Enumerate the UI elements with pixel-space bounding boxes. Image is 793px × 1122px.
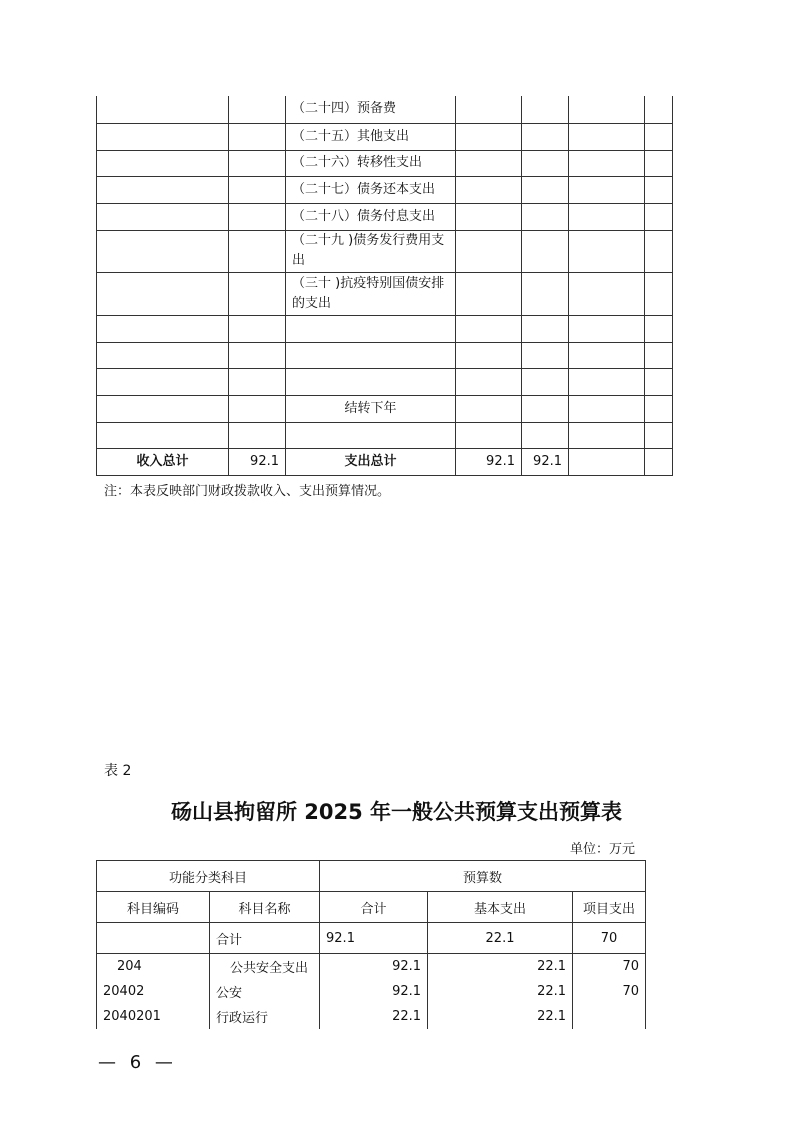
row-code: 2040201: [97, 1004, 210, 1029]
expense-item: [286, 422, 456, 448]
expense-item: [286, 315, 456, 342]
sum-basic: 22.1: [428, 923, 573, 954]
budget-header: 预算数: [320, 861, 646, 892]
row-total: 92.1: [320, 954, 428, 980]
sum-row: [97, 923, 646, 954]
sum-total: 92.1: [320, 923, 428, 954]
expense-total-label: 支出总计: [286, 448, 456, 475]
expense-item: （二十六）转移性支出: [286, 150, 456, 176]
table-row: [97, 979, 646, 1004]
row-basic: 22.1: [428, 954, 573, 980]
table-row: [97, 176, 673, 203]
page-number: — 6 —: [98, 1052, 177, 1073]
expense-item: （二十九 )债务发行费用支出: [286, 230, 456, 272]
group-header-row: [97, 861, 646, 892]
table-row: [97, 368, 673, 395]
expense-item: [286, 342, 456, 368]
page-title: 砀山县拘留所 2025 年一般公共预算支出预算表: [170, 800, 623, 824]
expense-total-value: 92.1: [456, 448, 522, 475]
table-row: [97, 272, 673, 315]
total-header: 合计: [320, 892, 428, 923]
row-basic: 22.1: [428, 979, 573, 1004]
row-name: 公共安全支出: [210, 954, 320, 980]
table-number: 表 2: [104, 763, 132, 779]
row-total: 92.1: [320, 979, 428, 1004]
expense-item: [286, 368, 456, 395]
sum-code: [97, 923, 210, 954]
code-header: 科目编码: [97, 892, 210, 923]
sum-name: 合计: [210, 923, 320, 954]
table-row: [97, 1004, 646, 1029]
expense-item: （二十八）债务付息支出: [286, 203, 456, 230]
basic-header: 基本支出: [428, 892, 573, 923]
income-total-value: 92.1: [229, 448, 286, 475]
project-header: 项目支出: [573, 892, 646, 923]
table-row: [97, 123, 673, 150]
expense-item: （二十七）债务还本支出: [286, 176, 456, 203]
row-project: 70: [573, 954, 646, 980]
table-row: [97, 422, 673, 448]
table-row: [97, 342, 673, 368]
totals-row: [97, 448, 673, 475]
income-expense-table: [96, 96, 673, 476]
table-row: [97, 230, 673, 272]
table-note: 注：本表反映部门财政拨款收入、支出预算情况。: [104, 484, 391, 499]
row-code: 20402: [97, 979, 210, 1004]
expense-item: （二十五）其他支出: [286, 123, 456, 150]
row-basic: 22.1: [428, 1004, 573, 1029]
income-total-label: 收入总计: [97, 448, 229, 475]
unit-label: 单位：万元: [570, 842, 636, 857]
row-project: [573, 1004, 646, 1029]
row-name: 行政运行: [210, 1004, 320, 1029]
name-header: 科目名称: [210, 892, 320, 923]
sum-project: 70: [573, 923, 646, 954]
expense-item: 结转下年: [286, 395, 456, 422]
category-header: 功能分类科目: [97, 861, 320, 892]
table-row: [97, 203, 673, 230]
table-row: [97, 315, 673, 342]
row-project: 70: [573, 979, 646, 1004]
row-code: 204: [97, 954, 210, 980]
row-name: 公安: [210, 979, 320, 1004]
table-row: [97, 954, 646, 980]
column-header-row: [97, 892, 646, 923]
expense-total-value-2: 92.1: [522, 448, 569, 475]
expense-item: （三十 )抗疫特别国债安排的支出: [286, 272, 456, 315]
table-row: [97, 150, 673, 176]
budget-expense-table: [96, 860, 646, 1029]
table-row: [97, 395, 673, 422]
expense-item: （二十四）预备费: [286, 96, 456, 123]
row-total: 22.1: [320, 1004, 428, 1029]
table-row: [97, 96, 673, 123]
